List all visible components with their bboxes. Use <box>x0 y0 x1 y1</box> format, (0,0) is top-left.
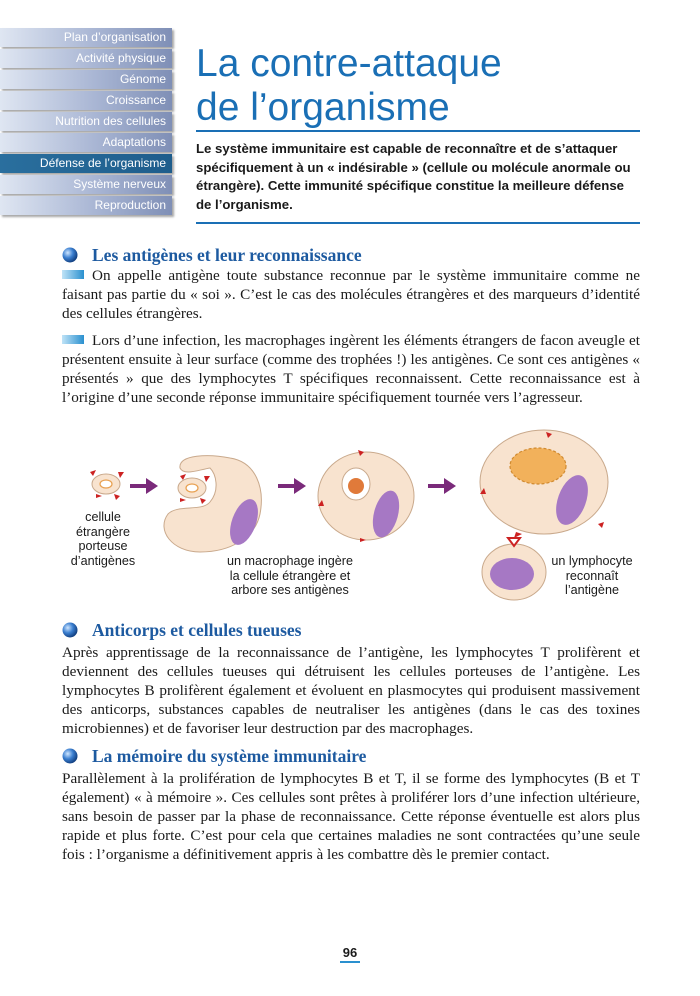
caption-macrophage: un macrophage ingère la cellule étrangère et arbore ses antigènes <box>226 554 354 597</box>
nav-item-genome[interactable]: Génome <box>0 70 172 89</box>
antigen-marker <box>90 470 96 476</box>
page-title-line2: de l’organisme <box>196 86 450 129</box>
macrophage-presenting <box>318 450 414 542</box>
nav-item-defense-organisme[interactable]: Défense de l’organisme <box>0 154 172 173</box>
paragraph-anticorps: Après apprentissage de la reconnaissance de l’antigène, les lymphocytes T prolifèrent et deviennent des cellules tueuses qui détruisent les cellules porteuses de l’antigène. Les lymphocytes B prolifèrent également et évoluent en plasmocytes qui produisent massivement des anticorps, substances capables de neutraliser les antigènes (dans le cas des toxines microbiennes) et de favoriser leur destruction par des macrophages. <box>62 644 640 737</box>
section-heading-memoire <box>62 745 366 767</box>
nav-item-activite-physique[interactable]: Activité physique <box>0 49 172 68</box>
antigen-marker <box>96 494 102 498</box>
globe-bullet-icon <box>62 748 78 764</box>
paragraph-antigene-definition <box>62 266 640 323</box>
antigen-marker <box>118 472 124 478</box>
globe-bullet-icon <box>62 247 78 263</box>
nav-item-plan-organisation[interactable]: Plan d’organisation <box>0 28 172 47</box>
section-heading-antigenes <box>62 244 362 266</box>
process-arrow-3 <box>428 478 456 494</box>
foreign-cell <box>90 470 124 500</box>
paragraph-text: On appelle antigène toute substance reconnue par le système immunitaire comme ne faisant pas partie du « soi ». C’est le cas des molécules étrangères et des marqueurs d’identité des cellules étrangères. <box>62 267 640 322</box>
caption-lymphocyte: un lymphocyte reconnaît l’antigène <box>551 554 633 597</box>
page-number: 96 <box>0 945 700 960</box>
paragraph-macrophages <box>62 331 640 407</box>
nav-item-nutrition-cellules[interactable]: Nutrition des cellules <box>0 112 172 131</box>
section-heading-anticorps <box>62 619 302 641</box>
nav-item-systeme-nerveux[interactable]: Système nerveux <box>0 175 172 194</box>
nav-item-adaptations[interactable]: Adaptations <box>0 133 172 152</box>
section-heading-label: Anticorps et cellules tueuses <box>92 620 302 640</box>
section-heading-label: Les antigènes et leur reconnaissance <box>92 245 362 265</box>
process-arrow-2 <box>278 478 306 494</box>
macrophage-engulfing <box>164 456 264 552</box>
nav-item-croissance[interactable]: Croissance <box>0 91 172 110</box>
paragraph-marker-icon <box>62 335 84 344</box>
paragraph-text: Lors d’une infection, les macrophages ingèrent les éléments étrangers de facon aveugle et présentent ensuite à leur surface (comme des trophées !) les antigènes. Ce sont ces antigènes « présentés » que des lymphocytes T spécifiques reconnaissent. Cette reconnaissance est à l’origine d’une seconde réponse immunitaire spécifiquement tournée vers l’agresseur. <box>62 332 640 406</box>
caption-foreign-cell: cellule étrangère porteuse d’antigènes <box>70 510 136 568</box>
page-title-line1: La contre-attaque <box>196 42 502 85</box>
process-arrow-1 <box>130 478 158 494</box>
intro-text: Le système immunitaire est capable de reconnaître et de s’attaquer spécifiquement à un « indésirable » (cellule ou molécule anormale ou étrangère). Cette immunité spécifique constitue la meilleure défense de l’organisme. <box>196 130 640 224</box>
paragraph-memoire: Parallèlement à la prolifération de lymphocytes B et T, il se forme des lymphocytes (B et T également) « à mémoire ». Ces cellules sont prêtes à proliférer lors d’une infection ultérieure, sans besoin de passer par la phase de reconnaissance. Cette réponse éventuelle est alors plus rapide et plus forte. C’est pour cela que certaines maladies ne sont contractées qu’une seule fois : l’organisme a définitivement appris à les combattre dès le premier contact. <box>62 770 640 863</box>
antigen-marker <box>114 494 120 500</box>
paragraph-marker-icon <box>62 270 84 279</box>
page-title <box>196 42 502 130</box>
globe-bullet-icon <box>62 622 78 638</box>
nav-item-reproduction[interactable]: Reproduction <box>0 196 172 215</box>
chapter-nav <box>0 28 172 217</box>
section-heading-label: La mémoire du système immunitaire <box>92 746 367 766</box>
